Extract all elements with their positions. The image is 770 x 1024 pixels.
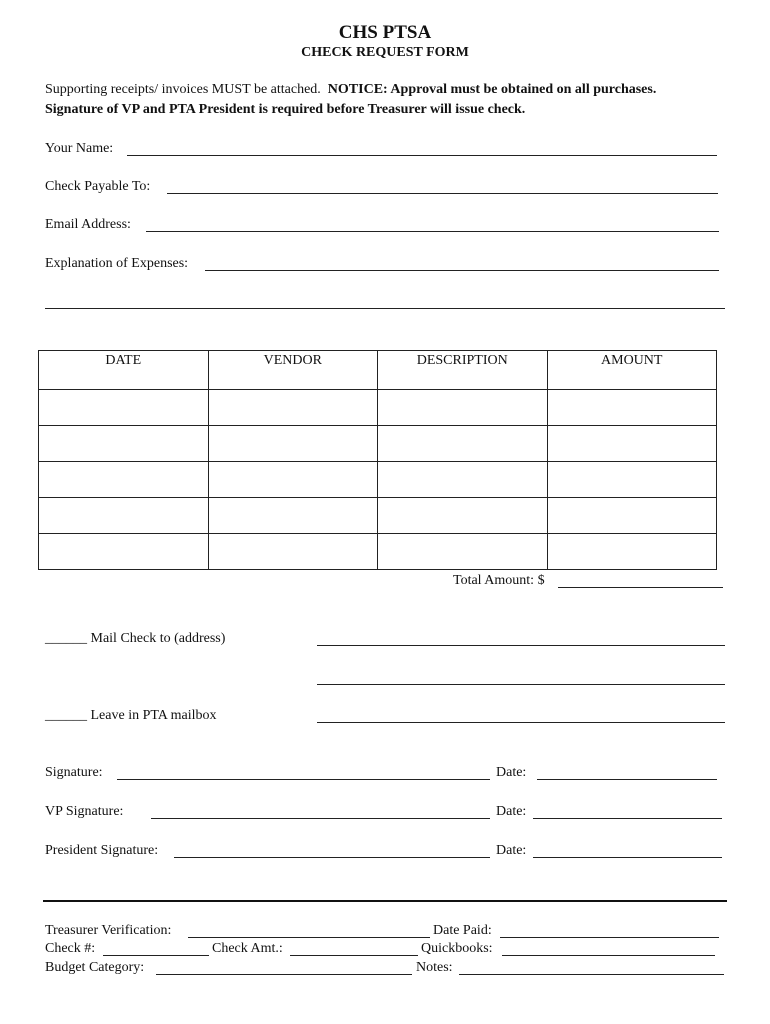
signature-label: Signature: bbox=[45, 765, 103, 780]
notice-line-2: Signature of VP and PTA President is required before Treasurer will issue check. bbox=[45, 102, 526, 117]
table-cell[interactable] bbox=[547, 498, 717, 534]
your-name-label: Your Name: bbox=[45, 141, 114, 156]
table-cell[interactable] bbox=[208, 462, 378, 498]
notes-field[interactable] bbox=[459, 974, 724, 975]
table-cell[interactable] bbox=[208, 390, 378, 426]
table-cell[interactable] bbox=[547, 462, 717, 498]
signature-date-label: Date: bbox=[496, 765, 527, 780]
form-subtitle: CHECK REQUEST FORM bbox=[301, 45, 469, 60]
table-cell[interactable] bbox=[547, 534, 717, 570]
budget-category-label: Budget Category: bbox=[45, 960, 145, 975]
table-cell[interactable] bbox=[547, 426, 717, 462]
check-amount-field[interactable] bbox=[290, 955, 418, 956]
column-header-date: DATE bbox=[39, 351, 209, 390]
your-name-field[interactable] bbox=[127, 155, 717, 156]
signature-date-field[interactable] bbox=[537, 779, 717, 780]
total-amount-field[interactable] bbox=[558, 587, 723, 588]
president-signature-field[interactable] bbox=[174, 857, 490, 858]
notice-line-1 bbox=[45, 82, 656, 98]
vp-signature-field[interactable] bbox=[151, 818, 490, 819]
table-row bbox=[39, 462, 717, 498]
quickbooks-label: Quickbooks: bbox=[421, 941, 493, 956]
mail-check-blank: ______ bbox=[45, 631, 87, 646]
table-cell[interactable] bbox=[378, 534, 548, 570]
column-header-amount: AMOUNT bbox=[547, 351, 717, 390]
mail-address-field-1[interactable] bbox=[317, 645, 725, 646]
vp-signature-label: VP Signature: bbox=[45, 804, 124, 819]
table-cell[interactable] bbox=[208, 498, 378, 534]
check-amount-label: Check Amt.: bbox=[212, 941, 283, 956]
total-amount-label: Total Amount: $ bbox=[453, 573, 545, 588]
notes-label: Notes: bbox=[416, 960, 453, 975]
expense-table bbox=[38, 350, 717, 570]
explanation-field-continued[interactable] bbox=[45, 308, 725, 309]
table-cell[interactable] bbox=[547, 390, 717, 426]
leave-mailbox-blank: ______ bbox=[45, 708, 87, 723]
president-signature-label: President Signature: bbox=[45, 843, 159, 858]
table-cell[interactable] bbox=[208, 534, 378, 570]
mail-address-field-2[interactable] bbox=[317, 684, 725, 685]
explanation-label: Explanation of Expenses: bbox=[45, 256, 189, 271]
email-field[interactable] bbox=[146, 231, 719, 232]
date-paid-label: Date Paid: bbox=[433, 923, 492, 938]
table-cell[interactable] bbox=[39, 390, 209, 426]
treasurer-verification-field[interactable] bbox=[188, 937, 430, 938]
table-row bbox=[39, 390, 717, 426]
mail-address-field-3[interactable] bbox=[317, 722, 725, 723]
email-label: Email Address: bbox=[45, 217, 131, 232]
signature-field[interactable] bbox=[117, 779, 490, 780]
table-cell[interactable] bbox=[39, 498, 209, 534]
explanation-field[interactable] bbox=[205, 270, 719, 271]
table-cell[interactable] bbox=[208, 426, 378, 462]
table-row bbox=[39, 426, 717, 462]
check-number-label: Check #: bbox=[45, 941, 96, 956]
section-divider bbox=[43, 900, 727, 902]
treasurer-verification-label: Treasurer Verification: bbox=[45, 923, 172, 938]
table-cell[interactable] bbox=[39, 462, 209, 498]
check-payable-label: Check Payable To: bbox=[45, 179, 151, 194]
column-header-description: DESCRIPTION bbox=[378, 351, 548, 390]
vp-date-field[interactable] bbox=[533, 818, 722, 819]
table-cell[interactable] bbox=[378, 462, 548, 498]
table-cell[interactable] bbox=[39, 534, 209, 570]
mail-check-label: Mail Check to (address) bbox=[90, 631, 226, 646]
table-cell[interactable] bbox=[378, 390, 548, 426]
table-cell[interactable] bbox=[378, 498, 548, 534]
table-row bbox=[39, 534, 717, 570]
notice-bold-text: NOTICE: Approval must be obtained on all purchases. bbox=[327, 82, 657, 97]
president-date-label: Date: bbox=[496, 843, 527, 858]
notice-plain-text: Supporting receipts/ invoices MUST be attached. bbox=[45, 82, 321, 97]
table-cell[interactable] bbox=[378, 426, 548, 462]
mail-check-option[interactable] bbox=[45, 631, 225, 647]
form-title: CHS PTSA bbox=[338, 22, 432, 43]
column-header-vendor: VENDOR bbox=[208, 351, 378, 390]
leave-mailbox-label: Leave in PTA mailbox bbox=[90, 708, 217, 723]
vp-date-label: Date: bbox=[496, 804, 527, 819]
quickbooks-field[interactable] bbox=[502, 955, 715, 956]
leave-mailbox-option[interactable] bbox=[45, 708, 217, 724]
table-header-row bbox=[39, 351, 717, 390]
table-cell[interactable] bbox=[39, 426, 209, 462]
table-row bbox=[39, 498, 717, 534]
check-payable-field[interactable] bbox=[167, 193, 718, 194]
date-paid-field[interactable] bbox=[500, 937, 719, 938]
budget-category-field[interactable] bbox=[156, 974, 412, 975]
president-date-field[interactable] bbox=[533, 857, 722, 858]
check-number-field[interactable] bbox=[103, 955, 209, 956]
